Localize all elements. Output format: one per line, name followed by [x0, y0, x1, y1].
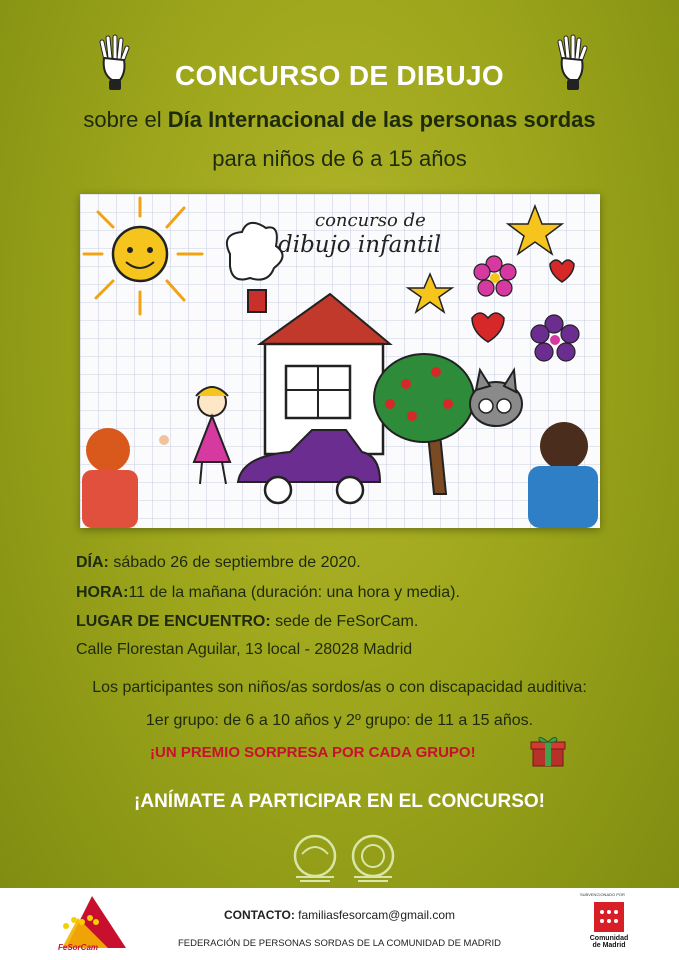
place-label: LUGAR DE ENCUENTRO: [76, 613, 271, 630]
federation-name: FEDERACIÓN DE PERSONAS SORDAS DE LA COMUNIDAD DE MADRID [177, 938, 502, 949]
place-value: sede de FeSorCam. [270, 613, 419, 630]
badge-icon [346, 832, 400, 884]
drawing-illustration [80, 194, 600, 528]
date-label: DÍA: [76, 554, 109, 571]
illustration-svg [80, 194, 600, 528]
region-line-2: de Madrid [592, 942, 626, 949]
gift-icon [530, 734, 566, 768]
place-line [76, 613, 418, 631]
participants-line-1: Los participantes son niños/as sordos/as o con discapacidad auditiva: [92, 679, 587, 696]
address: Calle Florestan Aguilar, 13 local - 28028 Madrid [76, 641, 413, 658]
date-value: sábado 26 de septiembre de 2020. [108, 554, 361, 571]
subsidy-text: SUBVENCIONADO POR [580, 892, 625, 897]
illus-heading-2: dibujo infantil [278, 232, 442, 258]
contact-line [0, 908, 679, 922]
fesorcam-logo-text: FeSorCam [58, 943, 99, 952]
age-range: para niños de 6 a 15 años [212, 146, 467, 171]
subtitle [0, 107, 679, 133]
time-line [76, 584, 460, 602]
time-value: 11 de la mañana (duración: una hora y media). [128, 584, 460, 601]
illus-heading-1: concurso de [315, 210, 426, 231]
date-line [76, 554, 361, 572]
time-label: HORA: [76, 584, 129, 601]
region-name [586, 935, 632, 949]
region-line-1: Comunidad [589, 935, 629, 942]
prize-text: ¡UN PREMIO SORPRESA POR CADA GRUPO! [150, 744, 476, 761]
flag-icon [594, 902, 624, 932]
page-title: CONCURSO DE DIBUJO [175, 60, 504, 91]
subtitle-bold: Día Internacional de las personas sordas [167, 107, 596, 132]
contact-email: familiasfesorcam@gmail.com [294, 908, 456, 922]
footer [0, 888, 679, 960]
stars-icon [594, 902, 624, 932]
contact-label: CONTACTO: [223, 908, 295, 922]
subtitle-prefix: sobre el [83, 107, 168, 132]
badge-icon [288, 832, 342, 884]
participants-line-2: 1er grupo: de 6 a 10 años y 2º grupo: de 11 a 15 años. [145, 712, 534, 729]
call-to-action: ¡ANÍMATE A PARTICIPAR EN EL CONCURSO! [134, 791, 545, 812]
title-row [0, 34, 679, 94]
